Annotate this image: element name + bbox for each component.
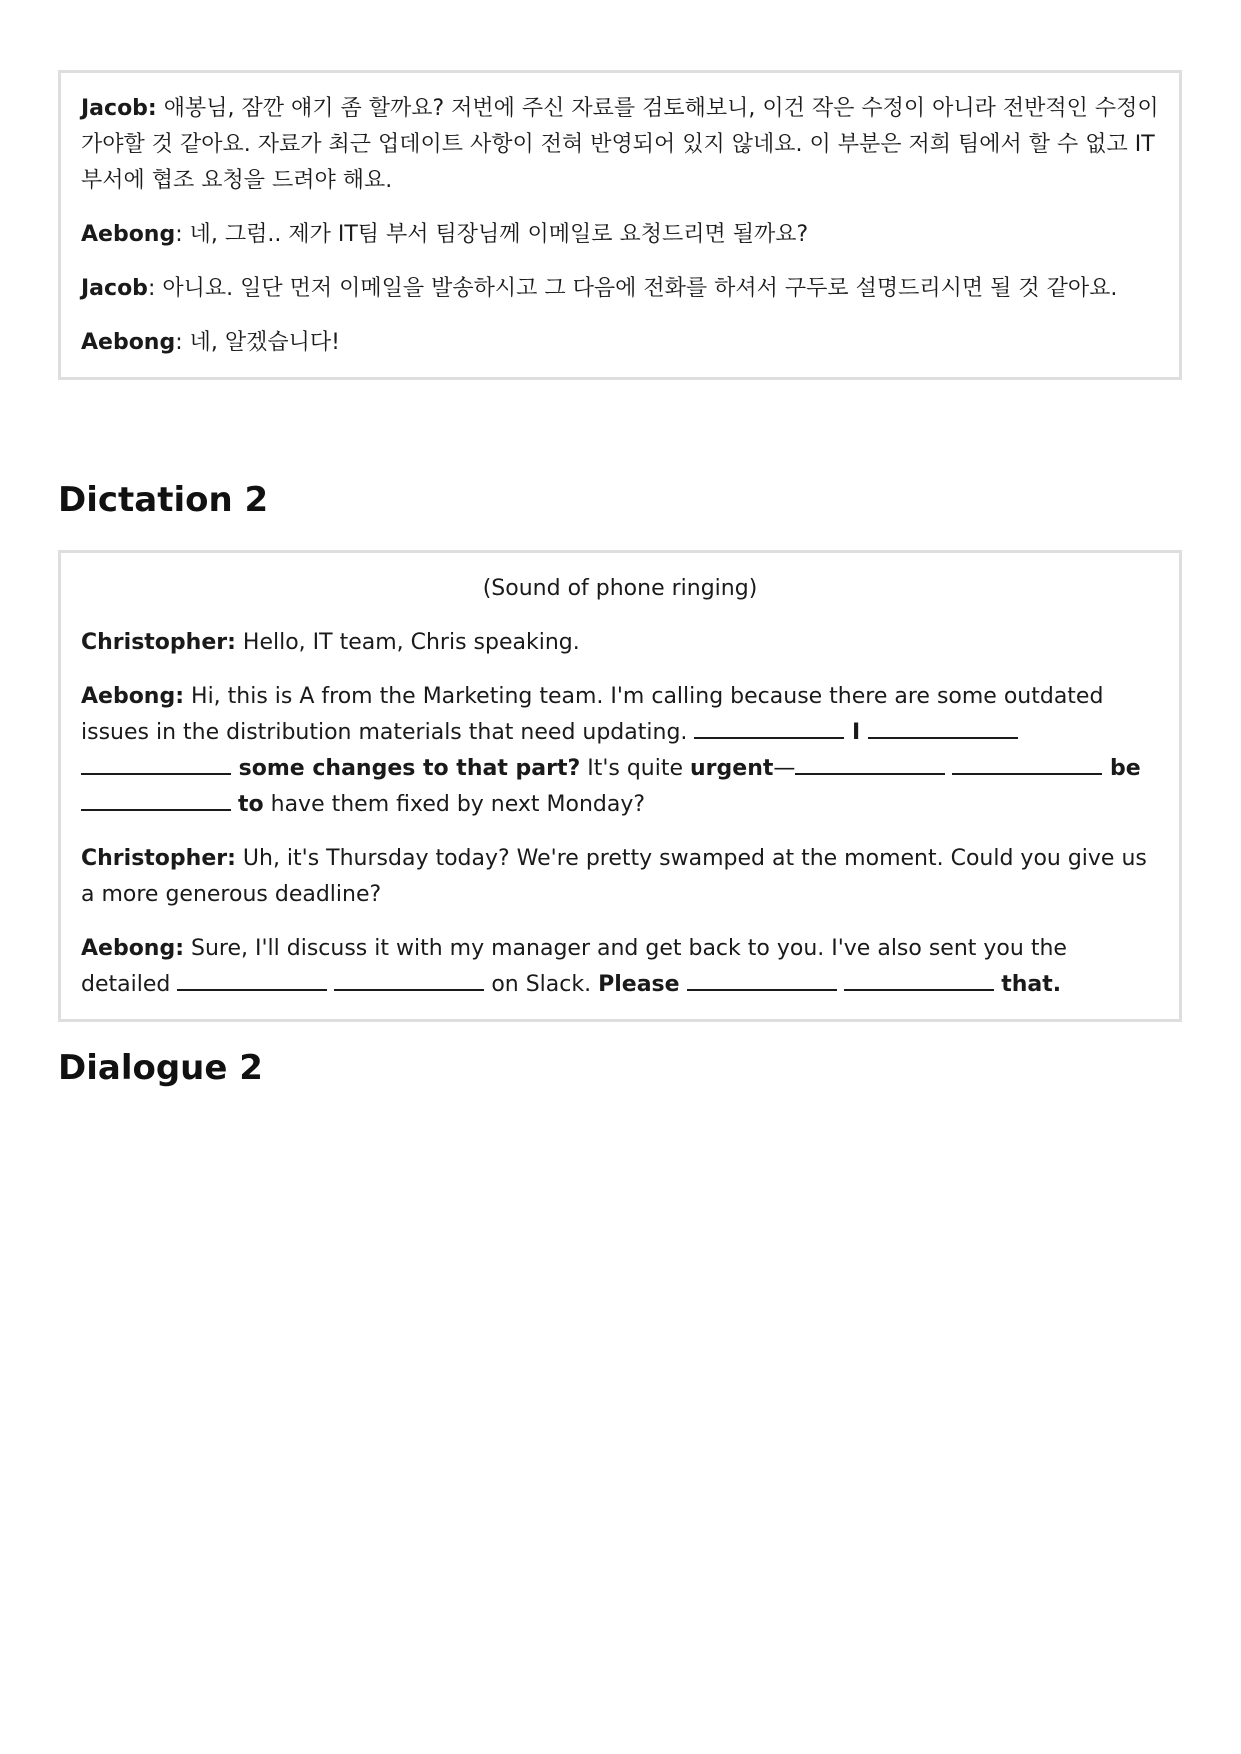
dialogue-line bbox=[81, 325, 1159, 361]
fill-in-blank[interactable] bbox=[694, 719, 844, 739]
dialogue-line bbox=[81, 217, 1159, 253]
dialogue-line bbox=[81, 91, 1159, 199]
bold-text: some changes to that part? bbox=[231, 756, 581, 781]
speaker-name: Christopher: bbox=[81, 630, 236, 655]
speaker-name: Christopher: bbox=[81, 846, 236, 871]
dialogue-text: Hello, IT team, Chris speaking. bbox=[235, 630, 580, 655]
dialogue-line bbox=[81, 841, 1159, 913]
sound-effect-note: (Sound of phone ringing) bbox=[482, 576, 758, 601]
bold-text: urgent bbox=[690, 756, 774, 781]
dialogue-line bbox=[81, 625, 1159, 661]
fill-in-blank[interactable] bbox=[868, 719, 1018, 739]
dialogue-text: have them fixed by next Monday? bbox=[263, 792, 646, 817]
speaker-name: Jacob: bbox=[81, 96, 157, 121]
fill-in-blank[interactable] bbox=[81, 755, 231, 775]
bold-text: I bbox=[844, 720, 868, 745]
fill-in-blank[interactable] bbox=[844, 971, 994, 991]
speaker-name: Aebong bbox=[81, 222, 176, 247]
fill-in-blank[interactable] bbox=[795, 755, 945, 775]
dialogue-text: Uh, it's Thursday today? We're pretty swamped at the moment. Could you give us a more generous deadline? bbox=[81, 846, 1147, 907]
dialogue-text: : 아니요. 일단 먼저 이메일을 발송하시고 그 다음에 전화를 하셔서 구두로 설명드리시면 될 것 같아요. bbox=[147, 276, 1118, 301]
speaker-name: Aebong: bbox=[81, 936, 185, 961]
bold-text: be bbox=[1102, 756, 1141, 781]
section-heading-dialogue-2: Dialogue 2 bbox=[58, 1048, 263, 1088]
dialogue-text: 애봉님, 잠깐 얘기 좀 할까요? 저번에 주신 자료를 검토해보니, 이건 작은 수정이 아니라 전반적인 수정이 가야할 것 같아요. 자료가 최근 업데이트 사항이 전혀 반영되어 있지 않네요. 이 부분은 저희 팀에서 할 수 없고 IT부서에 협조 요청을 드려야 해요. bbox=[81, 96, 1159, 193]
fill-in-blank[interactable] bbox=[952, 755, 1102, 775]
fill-in-blank[interactable] bbox=[81, 791, 231, 811]
section-heading-dictation-2: Dictation 2 bbox=[58, 480, 269, 520]
bold-text: to bbox=[238, 792, 264, 817]
dialogue-text: on Slack. bbox=[484, 972, 599, 997]
fill-in-blank[interactable] bbox=[177, 971, 327, 991]
dialogue-text: Sure, I'll discuss it with my manager and get back to you. I've also sent you the detailed bbox=[81, 936, 1067, 997]
dialogue-text: Hi, this is A from the Marketing team. I'm calling because there are some outdated issues in the distribution materials that need updating. bbox=[81, 684, 1104, 745]
bold-text: Please bbox=[598, 972, 680, 997]
fill-in-blank[interactable] bbox=[687, 971, 837, 991]
speaker-name: Aebong: bbox=[81, 684, 185, 709]
speaker-name: Jacob bbox=[81, 276, 148, 301]
bold-text: that. bbox=[993, 972, 1062, 997]
dialogue-line bbox=[81, 271, 1159, 307]
dictation2-box bbox=[58, 550, 1182, 1022]
dialogue-line bbox=[81, 931, 1159, 1003]
speaker-name: Aebong bbox=[81, 330, 176, 355]
dialogue-line bbox=[81, 679, 1159, 823]
dialogue-text: : 네, 그럼.. 제가 IT팀 부서 팀장님께 이메일로 요청드리면 될까요? bbox=[175, 222, 809, 247]
dialogue-text: : 네, 알겠습니다! bbox=[175, 330, 340, 355]
dialogue1-box bbox=[58, 70, 1182, 380]
fill-in-blank[interactable] bbox=[334, 971, 484, 991]
dialogue-text: It's quite bbox=[580, 756, 691, 781]
dialogue-text: — bbox=[773, 756, 796, 781]
page-content bbox=[58, 70, 1182, 1088]
